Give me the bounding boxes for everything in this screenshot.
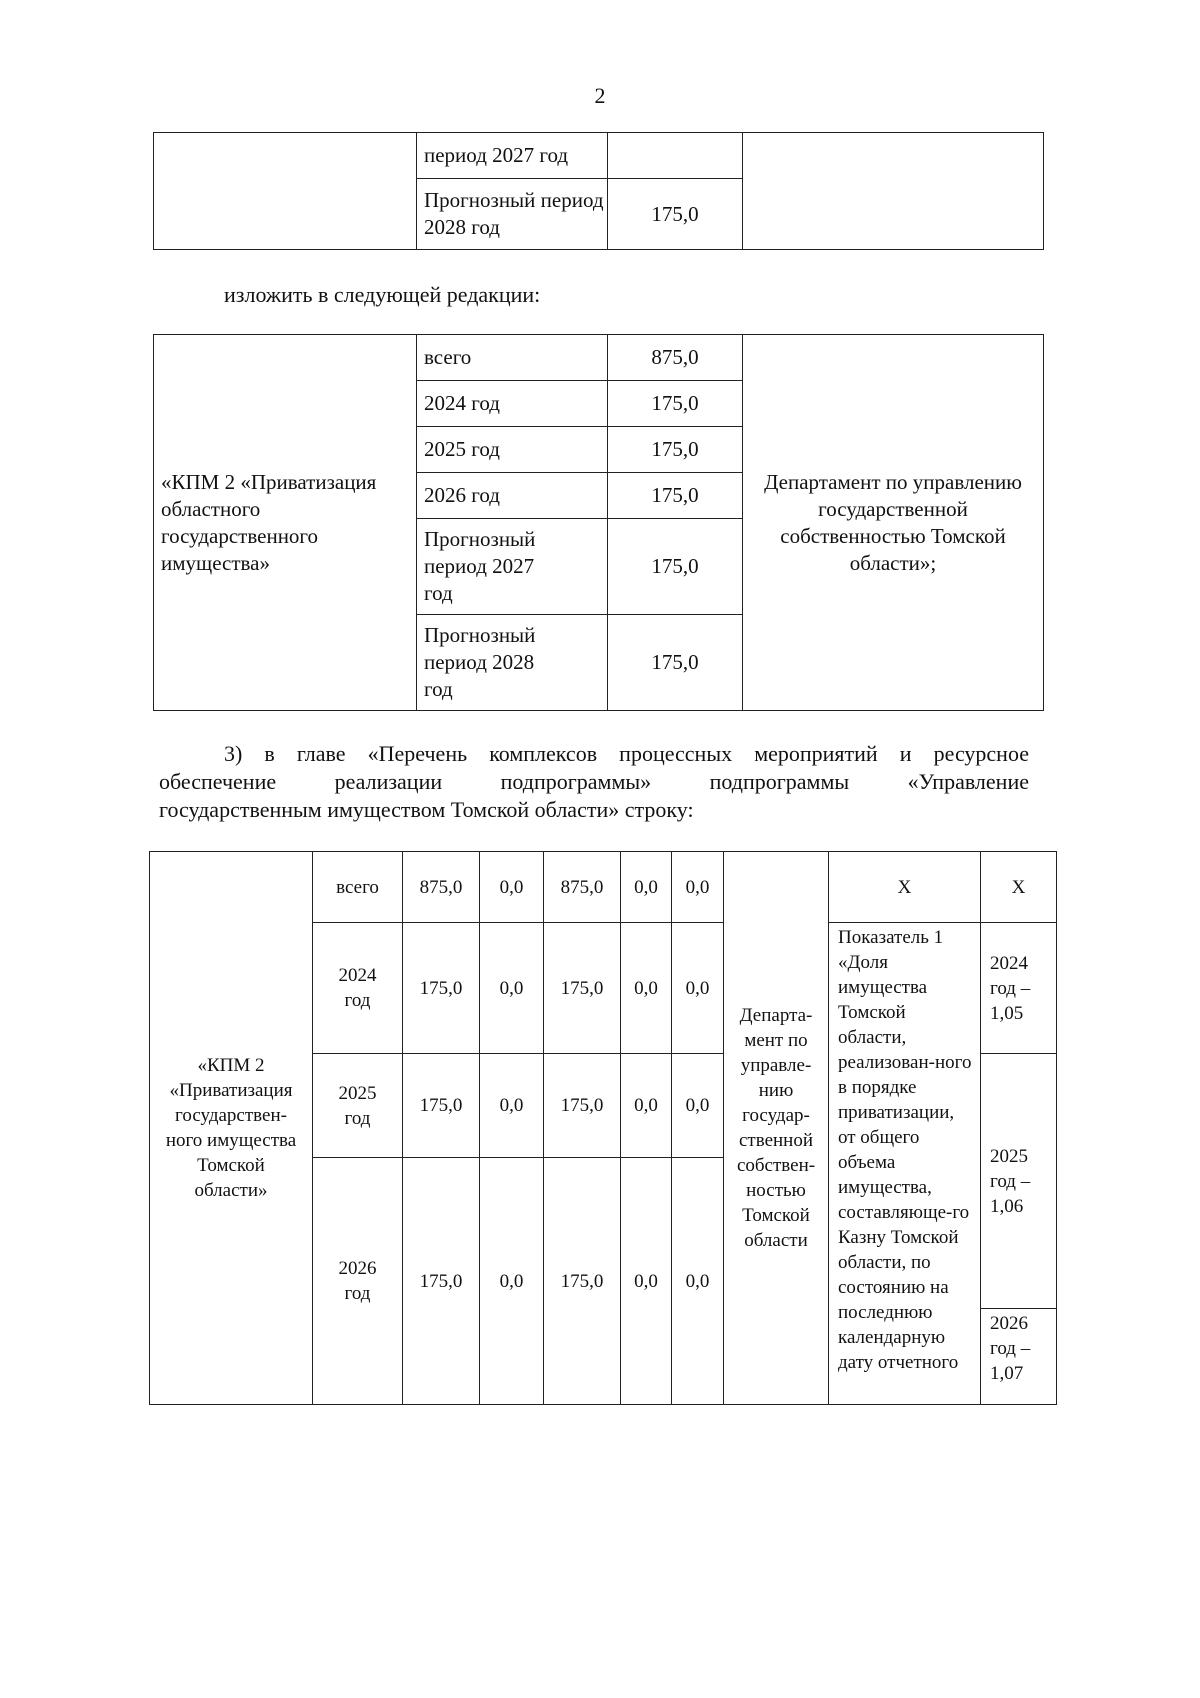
year-cell: 2025 год — [313, 1054, 403, 1158]
department-cell: Департамент по управлению государственной собственностью Томской области»; — [743, 335, 1044, 711]
value-cell: 175,0 — [608, 473, 743, 519]
x-cell: Х — [981, 852, 1057, 923]
table-new-edition — [153, 334, 1044, 711]
value-cell: 175,0 — [608, 519, 743, 615]
value-cell: 0,0 — [480, 1158, 544, 1405]
value-cell: 175,0 — [544, 1054, 621, 1158]
period-cell: период 2027 год — [417, 133, 608, 179]
value-cell: 0,0 — [480, 1054, 544, 1158]
indicator-cell: Показатель 1 «Доля имущества Томской области, реализован-ного в порядке приватизации, от общего объема имущества, составляюще-го Казну Томской области, по состоянию на последнюю календарную дату отчетного — [829, 923, 981, 1405]
value-cell: 175,0 — [544, 1158, 621, 1405]
department-cell — [743, 133, 1044, 250]
period-cell: Прогнозный период 2028 год — [417, 179, 608, 250]
value-cell: 175,0 — [608, 179, 743, 250]
value-cell: 0,0 — [672, 852, 724, 923]
period-cell: 2024 год — [417, 381, 608, 427]
table-row — [154, 133, 1044, 179]
name-cell — [154, 133, 417, 250]
program-name-cell: «КПМ 2 «Приватизация государствен-ного имущества Томской области» — [150, 852, 313, 1405]
value-cell: 0,0 — [621, 1054, 672, 1158]
value-cell: 875,0 — [544, 852, 621, 923]
period-cell: всего — [417, 335, 608, 381]
target-2026-cell: 2026 год – 1,07 — [981, 1309, 1057, 1405]
value-cell: 175,0 — [608, 427, 743, 473]
target-2024-cell: 2024 год – 1,05 — [981, 923, 1057, 1054]
table-row — [150, 852, 1057, 923]
table-row — [154, 335, 1044, 381]
value-cell: 875,0 — [608, 335, 743, 381]
value-cell: 0,0 — [621, 1158, 672, 1405]
section3-line2: обеспечение реализации подпрограммы» подпрограммы «Управление — [159, 769, 1029, 794]
period-cell: Прогнозный период 2028 год — [417, 615, 608, 711]
page-number: 2 — [594, 83, 606, 108]
value-cell: 175,0 — [403, 1158, 480, 1405]
x-cell: Х — [829, 852, 981, 923]
value-cell: 175,0 — [403, 923, 480, 1054]
period-cell: Прогнозный период 2027 год — [417, 519, 608, 615]
value-cell: 0,0 — [621, 852, 672, 923]
table-process-measures — [149, 851, 1057, 1405]
period-cell: 2025 год — [417, 427, 608, 473]
value-cell: 175,0 — [544, 923, 621, 1054]
section3-line3: государственным имуществом Томской области» строку: — [159, 797, 694, 822]
period-cell: 2026 год — [417, 473, 608, 519]
value-cell: 0,0 — [621, 923, 672, 1054]
value-cell: 0,0 — [672, 1054, 724, 1158]
value-cell: 0,0 — [480, 852, 544, 923]
year-cell: всего — [313, 852, 403, 923]
year-cell: 2026 год — [313, 1158, 403, 1405]
value-cell — [608, 133, 743, 179]
value-cell: 875,0 — [403, 852, 480, 923]
table-previous-fragment — [153, 132, 1044, 250]
value-cell: 175,0 — [608, 381, 743, 427]
section3-line1: 3) в главе «Перечень комплексов процессных мероприятий и ресурсное — [224, 741, 1029, 766]
value-cell: 0,0 — [480, 923, 544, 1054]
intro-text: изложить в следующей редакции: — [224, 282, 541, 307]
value-cell: 175,0 — [608, 615, 743, 711]
department-cell: Департа-мент по управле-нию государ-ственной собствен-ностью Томской области — [724, 852, 829, 1405]
year-cell: 2024 год — [313, 923, 403, 1054]
value-cell: 175,0 — [403, 1054, 480, 1158]
program-name-cell: «КПМ 2 «Приватизация областного государственного имущества» — [154, 335, 417, 711]
value-cell: 0,0 — [672, 923, 724, 1054]
value-cell: 0,0 — [672, 1158, 724, 1405]
target-2025-cell: 2025 год – 1,06 — [981, 1054, 1057, 1309]
